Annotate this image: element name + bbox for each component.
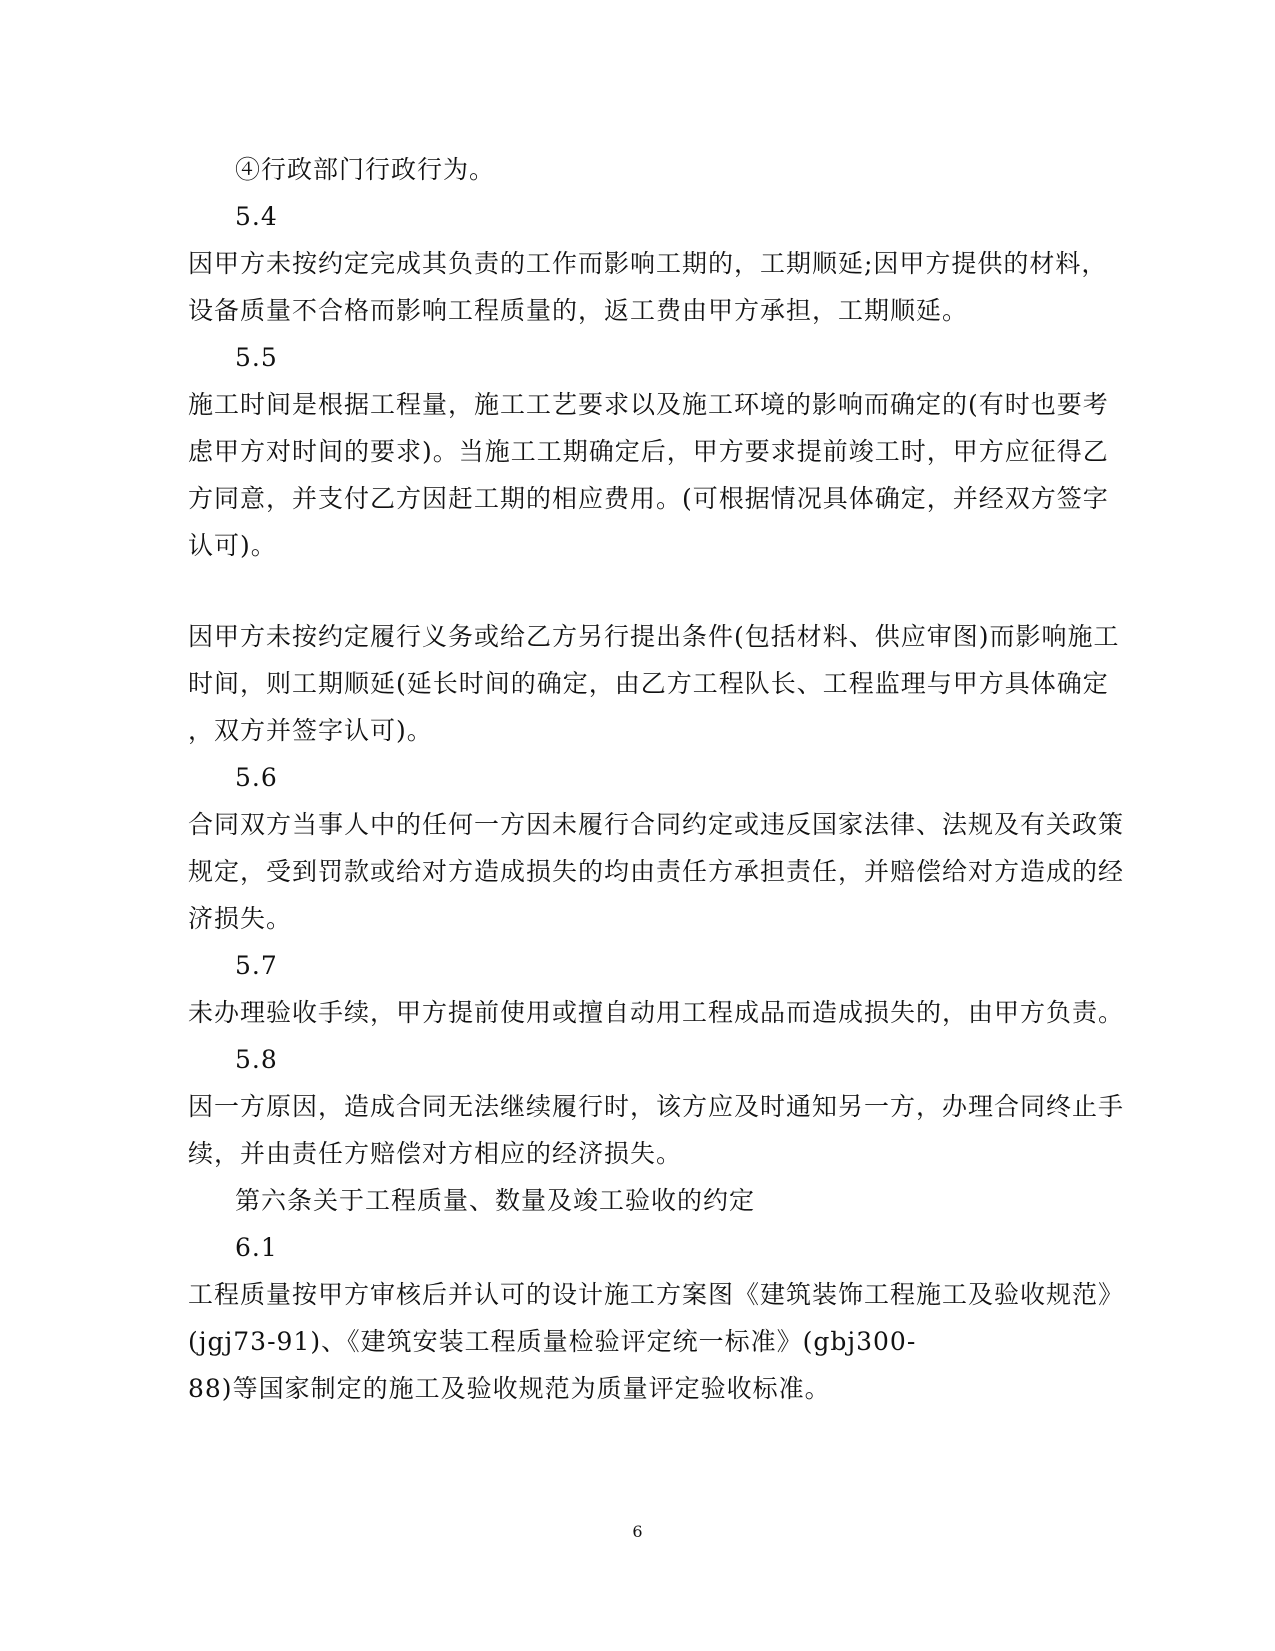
section-heading: 第六条关于工程质量、数量及竣工验收的约定: [235, 1186, 756, 1215]
text-line: 方同意，并支付乙方因赶工期的相应费用。(可根据情况具体确定，并经双方签字: [188, 484, 1109, 513]
text-line: ，双方并签字认可)。: [188, 716, 433, 745]
text-line: 因甲方未按约定履行义务或给乙方另行提出条件(包括材料、供应审图)而影响施工: [188, 622, 1120, 651]
text-line: 虑甲方对时间的要求)。当施工工期确定后，甲方要求提前竣工时，甲方应征得乙: [188, 437, 1109, 466]
text-line: (jgj73-91)、《建筑安装工程质量检验评定统一标准》(gbj300-: [188, 1327, 917, 1356]
text-line: 施工时间是根据工程量，施工工艺要求以及施工环境的影响而确定的(有时也要考: [188, 390, 1109, 419]
clause-number: 5.6: [235, 763, 278, 792]
clause-number: 5.8: [235, 1045, 278, 1074]
clause-number: 5.7: [235, 951, 278, 980]
page-number: 6: [632, 1522, 643, 1541]
text-line: 工程质量按甲方审核后并认可的设计施工方案图《建筑装饰工程施工及验收规范》: [188, 1280, 1125, 1309]
text-line: 未办理验收手续，甲方提前使用或擅自动用工程成品而造成损失的，由甲方负责。: [188, 998, 1125, 1027]
text-line: ④行政部门行政行为。: [235, 155, 496, 184]
clause-number: 5.4: [235, 202, 278, 231]
text-line: 认可)。: [188, 531, 277, 560]
text-line: 规定，受到罚款或给对方造成损失的均由责任方承担责任，并赔偿给对方造成的经: [188, 857, 1125, 886]
clause-number: 6.1: [235, 1233, 278, 1262]
text-line: 时间，则工期顺延(延长时间的确定，由乙方工程队长、工程监理与甲方具体确定: [188, 669, 1109, 698]
text-line: 因一方原因，造成合同无法继续履行时，该方应及时通知另一方，办理合同终止手: [188, 1092, 1125, 1121]
text-line: 设备质量不合格而影响工程质量的，返工费由甲方承担，工期顺延。: [188, 296, 969, 325]
text-line: 88)等国家制定的施工及验收规范为质量评定验收标准。: [188, 1374, 831, 1403]
text-line: 因甲方未按约定完成其负责的工作而影响工期的，工期顺延;因甲方提供的材料，: [188, 249, 1108, 278]
text-line: 合同双方当事人中的任何一方因未履行合同约定或违反国家法律、法规及有关政策: [188, 810, 1125, 839]
text-line: 济损失。: [188, 904, 293, 933]
text-line: 续，并由责任方赔偿对方相应的经济损失。: [188, 1139, 683, 1168]
clause-number: 5.5: [235, 343, 278, 372]
